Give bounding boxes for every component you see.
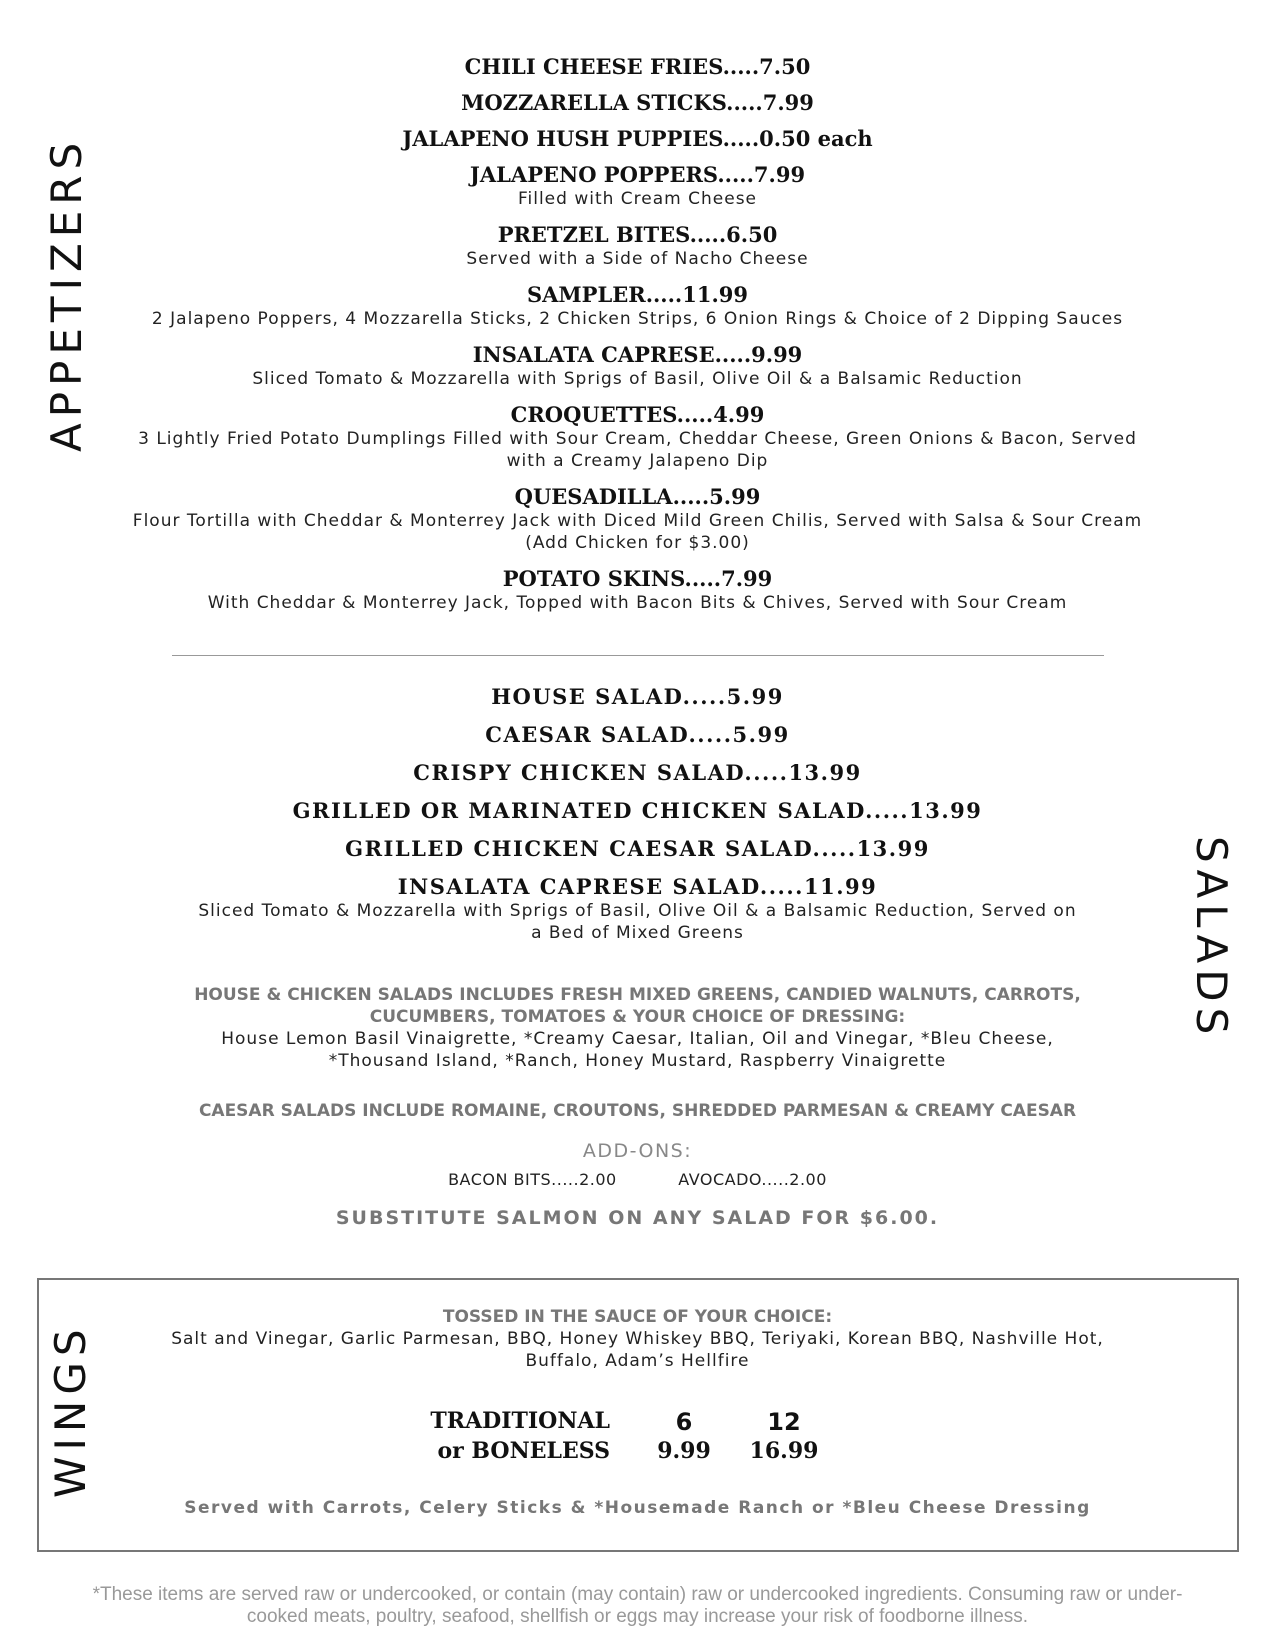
appetizers-list — [100, 54, 1175, 626]
menu-item — [100, 222, 1175, 270]
item-name: JALAPENO POPPERS.....7.99 — [469, 162, 806, 187]
item-description: Sliced Tomato & Mozzarella with Sprigs of Basil, Olive Oil & a Balsamic Reduction — [252, 369, 1023, 389]
substitute-salmon-note: SUBSTITUTE SALMON ON ANY SALAD FOR $6.00. — [335, 1207, 940, 1229]
addons-row — [100, 1170, 1175, 1189]
menu-item — [100, 760, 1175, 786]
item-name: MOZZARELLA STICKS.....7.99 — [461, 90, 814, 115]
house-salad-note: HOUSE & CHICKEN SALADS INCLUDES FRESH MIXED GREENS, CANDIED WALNUTS, CARROTS, — [194, 985, 1081, 1005]
item-name: CRISPY CHICKEN SALAD.....13.99 — [413, 760, 862, 785]
wings-served-with: Served with Carrots, Celery Sticks & *Housemade Ranch or *Bleu Cheese Dressing — [184, 1498, 1091, 1518]
salads-list — [100, 684, 1175, 1229]
sauce-list-cont: Buffalo, Adam’s Hellfire — [525, 1351, 750, 1371]
sauce-heading: TOSSED IN THE SAUCE OF YOUR CHOICE: — [442, 1307, 833, 1327]
menu-item — [100, 484, 1175, 554]
menu-item — [100, 342, 1175, 390]
item-description-cont: a Bed of Mixed Greens — [531, 923, 744, 943]
item-name: CHILI CHEESE FRIES.....7.50 — [464, 54, 811, 79]
wings-size-6: 6 — [675, 1408, 693, 1436]
menu-item — [100, 722, 1175, 748]
item-name: JALAPENO HUSH PUPPIES.....0.50 each — [402, 126, 873, 151]
item-description: 3 Lightly Fried Potato Dumplings Filled with Sour Cream, Cheddar Cheese, Green Onions & Bacon, Served — [138, 429, 1137, 449]
item-description: Flour Tortilla with Cheddar & Monterrey Jack with Diced Mild Green Chilis, Served with Salsa & Sour Cream — [132, 511, 1143, 531]
addon-bacon-bits: BACON BITS.....2.00 — [448, 1170, 617, 1189]
disclaimer-line-cont: cooked meats, poultry, seafood, shellfish or eggs may increase your risk of foodborne illness. — [246, 1606, 1029, 1627]
caesar-salad-note: CAESAR SALADS INCLUDE ROMAINE, CROUTONS, SHREDDED PARMESAN & CREAMY CAESAR — [198, 1101, 1077, 1121]
house-salad-note-cont: CUCUMBERS, TOMATOES & YOUR CHOICE OF DRESSING: — [369, 1007, 906, 1027]
wings-size-12: 12 — [767, 1408, 801, 1436]
wings-section-label: WINGS — [46, 1323, 95, 1498]
item-description: 2 Jalapeno Poppers, 4 Mozzarella Sticks, 2 Chicken Strips, 6 Onion Rings & Choice of 2 Dipping Sauces — [151, 309, 1124, 329]
item-description-cont: (Add Chicken for $3.00) — [525, 533, 750, 553]
menu-item — [100, 874, 1175, 944]
item-name: SAMPLER.....11.99 — [526, 282, 749, 307]
item-description: Sliced Tomato & Mozzarella with Sprigs of Basil, Olive Oil & a Balsamic Reduction, Served on — [198, 901, 1077, 921]
sauce-list: Salt and Vinegar, Garlic Parmesan, BBQ, Honey Whiskey BBQ, Teriyaki, Korean BBQ, Nashville Hot, — [171, 1329, 1104, 1349]
wings-price-12: 16.99 — [749, 1438, 819, 1464]
item-name: INSALATA CAPRESE.....9.99 — [472, 342, 803, 367]
item-name: QUESADILLA.....5.99 — [514, 484, 761, 509]
item-description: With Cheddar & Monterrey Jack, Topped with Bacon Bits & Chives, Served with Sour Cream — [207, 593, 1068, 613]
menu-item — [100, 282, 1175, 330]
appetizers-section-label: APPETIZERS — [42, 136, 91, 452]
item-name: GRILLED OR MARINATED CHICKEN SALAD.....13.99 — [292, 798, 983, 823]
menu-item — [100, 54, 1175, 80]
item-name: HOUSE SALAD.....5.99 — [491, 684, 784, 709]
salads-section-label: SALADS — [1187, 836, 1236, 1041]
item-name: POTATO SKINS.....7.99 — [502, 566, 773, 591]
menu-item — [100, 566, 1175, 614]
item-description-cont: with a Creamy Jalapeno Dip — [506, 451, 769, 471]
menu-item — [100, 126, 1175, 152]
menu-item — [100, 402, 1175, 472]
disclaimer-line: *These items are served raw or undercooked, or contain (may contain) raw or undercooked ingredients. Consuming raw or under- — [92, 1584, 1183, 1605]
dressing-list-cont: *Thousand Island, *Ranch, Honey Mustard, Raspberry Vinaigrette — [328, 1051, 947, 1071]
addon-avocado: AVOCADO.....2.00 — [678, 1170, 827, 1189]
item-description: Filled with Cream Cheese — [517, 189, 758, 209]
wings-style-boneless: or BONELESS — [437, 1438, 610, 1464]
menu-item — [100, 684, 1175, 710]
addons-title: ADD-ONS: — [582, 1140, 693, 1162]
item-name: CAESAR SALAD.....5.99 — [485, 722, 790, 747]
item-name: CROQUETTES.....4.99 — [510, 402, 765, 427]
wings-sauces — [100, 1306, 1175, 1372]
raw-food-disclaimer — [40, 1584, 1235, 1628]
menu-item — [100, 836, 1175, 862]
dressing-list: House Lemon Basil Vinaigrette, *Creamy Caesar, Italian, Oil and Vinegar, *Bleu Cheese, — [221, 1029, 1054, 1049]
item-description: Served with a Side of Nacho Cheese — [466, 249, 809, 269]
menu-item — [100, 798, 1175, 824]
item-name: GRILLED CHICKEN CAESAR SALAD.....13.99 — [345, 836, 930, 861]
menu-item — [100, 90, 1175, 116]
item-name: PRETZEL BITES.....6.50 — [497, 222, 778, 247]
wings-price-6: 9.99 — [657, 1438, 711, 1464]
menu-item — [100, 162, 1175, 210]
item-name: INSALATA CAPRESE SALAD.....11.99 — [397, 874, 878, 899]
section-divider — [172, 655, 1104, 656]
wings-style-traditional: TRADITIONAL — [430, 1408, 610, 1434]
